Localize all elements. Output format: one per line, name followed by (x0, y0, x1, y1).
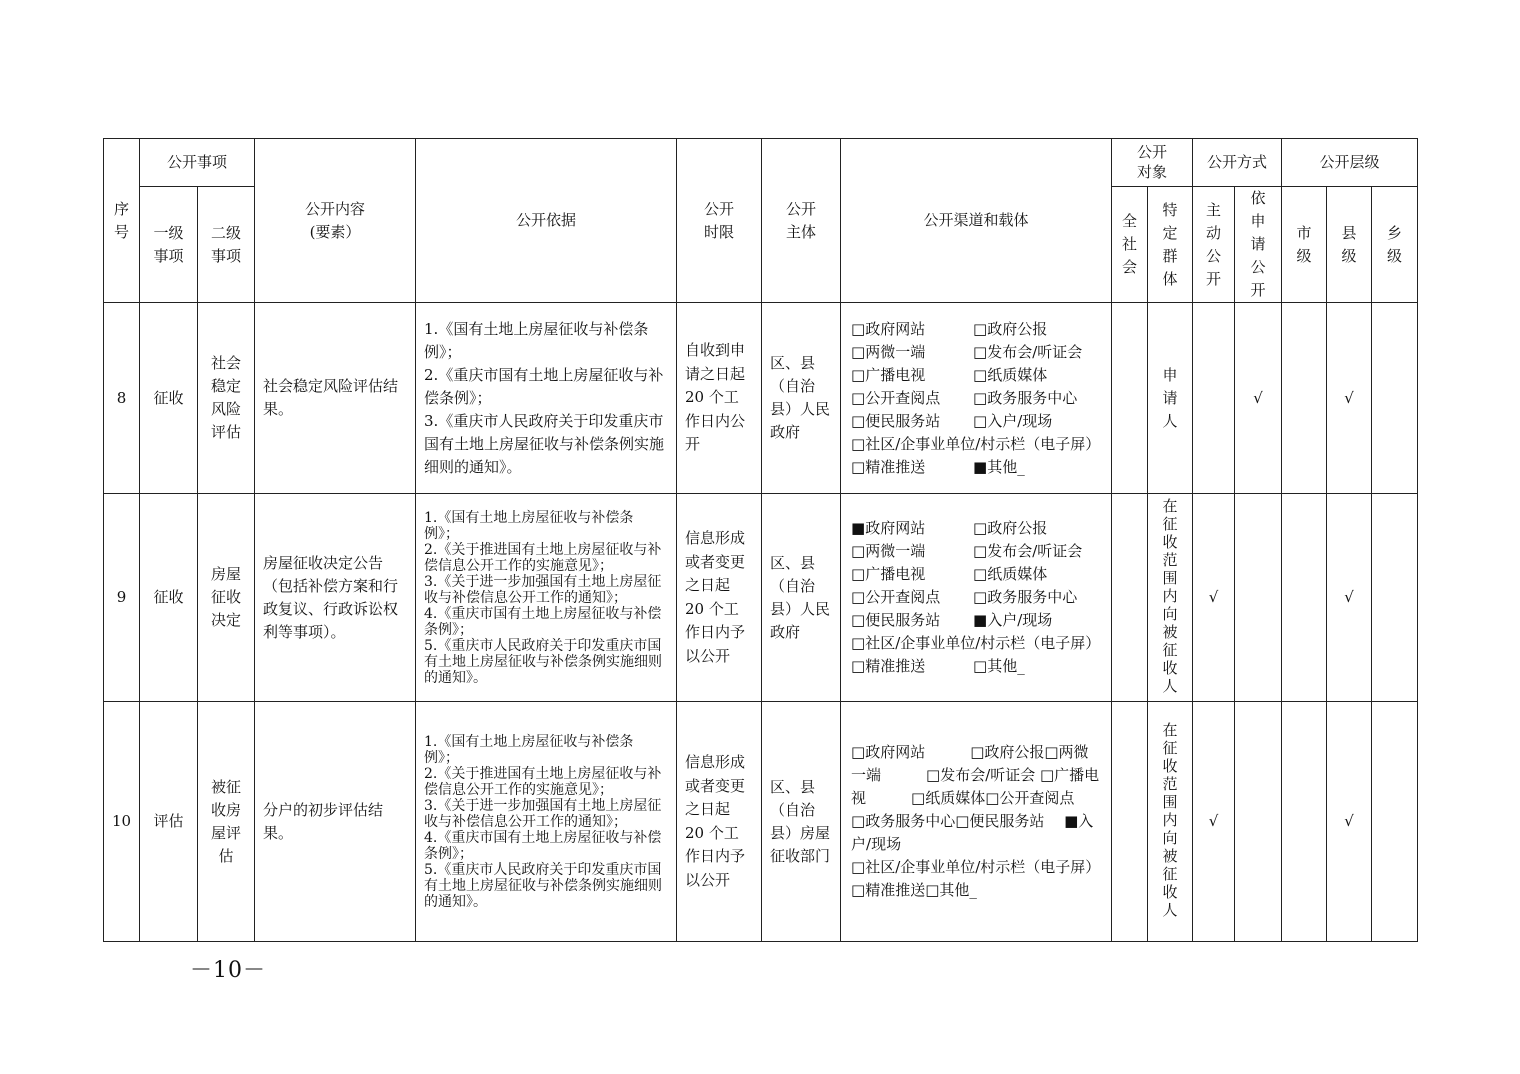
row-seq: 9 (104, 494, 140, 702)
row-channels: □政府网站 □政府公报□两微一端 □发布会/听证会 □广播电视 □纸质媒体□公开查阅点 □政务服务中心□便民服务站 ■入户/现场 □社区/企事业单位/村示栏（电子屏）□精准推送□其他_ (841, 702, 1112, 942)
row-content: 社会稳定风险评估结果。 (255, 303, 416, 494)
row-method-active: √ (1193, 702, 1235, 942)
row-target-all (1112, 494, 1148, 702)
row-target-all (1112, 303, 1148, 494)
row-target-specific: 申请人 (1148, 303, 1193, 494)
row-content: 房屋征收决定公告（包括补偿方案和行政复议、行政诉讼权利等事项）。 (255, 494, 416, 702)
page-number: －10－ (190, 958, 266, 983)
row-basis: 1.《国有土地上房屋征收与补偿条例》； 2.《关于推进国有土地上房屋征收与补偿信息公开工作的实施意见》； 3.《关于进一步加强国有土地上房屋征收与补偿信息公开工作的通知》； 4.《重庆市国有土地上房屋征收与补偿条例》； 5.《重庆市人民政府关于印发重庆市国有土地上房屋征收与补偿条例实施细则的通知》。 (416, 702, 677, 942)
row-level-county: √ (1327, 303, 1372, 494)
row-level-county: √ (1327, 702, 1372, 942)
row-level-city (1282, 702, 1327, 942)
row-time: 自收到申请之日起 20 个工作日内公开 (677, 303, 762, 494)
row-target-all (1112, 702, 1148, 942)
row-level-city (1282, 303, 1327, 494)
row-level-town (1372, 702, 1418, 942)
table-row (104, 702, 1418, 942)
row-method-active (1193, 303, 1235, 494)
row-channels: □政府网站 □政府公报 □两微一端 □发布会/听证会 □广播电视 □纸质媒体 □公开查阅点 □政务服务中心 □便民服务站 □入户/现场 □社区/企事业单位/村示栏（电子屏） □精准推送 ■其他_ (841, 303, 1112, 494)
row-method-apply: √ (1235, 303, 1282, 494)
row-seq: 10 (104, 702, 140, 942)
row-level2: 房屋征收决定 (198, 494, 255, 702)
row-level-town (1372, 303, 1418, 494)
table-row (104, 303, 1418, 494)
header-method-active: 主动公开 (1193, 187, 1235, 303)
row-method-apply (1235, 494, 1282, 702)
header-level-town: 乡级 (1372, 187, 1418, 303)
header-level-city: 市级 (1282, 187, 1327, 303)
header-level-group: 公开层级 (1282, 139, 1418, 187)
row-time: 信息形成或者变更之日起 20 个工作日内予以公开 (677, 702, 762, 942)
row-subject: 区、县（自治县）人民政府 (762, 303, 841, 494)
row-subject: 区、县（自治县）房屋征收部门 (762, 702, 841, 942)
row-level1: 征收 (140, 494, 198, 702)
row-level-county: √ (1327, 494, 1372, 702)
row-level2: 被征收房屋评估 (198, 702, 255, 942)
row-seq: 8 (104, 303, 140, 494)
header-level1: 一级事项 (140, 187, 198, 303)
header-basis: 公开依据 (416, 139, 677, 303)
table-row (104, 494, 1418, 702)
header-method-apply: 依申请公开 (1235, 187, 1282, 303)
header-channels: 公开渠道和载体 (841, 139, 1112, 303)
row-basis: 1.《国有土地上房屋征收与补偿条例》； 2.《关于推进国有土地上房屋征收与补偿信息公开工作的实施意见》； 3.《关于进一步加强国有土地上房屋征收与补偿信息公开工作的通知》； 4.《重庆市国有土地上房屋征收与补偿条例》； 5.《重庆市人民政府关于印发重庆市国有土地上房屋征收与补偿条例实施细则的通知》。 (416, 494, 677, 702)
header-subject: 公开主体 (762, 139, 841, 303)
row-target-specific: 在征收范围内向被征收人 (1148, 702, 1193, 942)
header-target-specific: 特定群体 (1148, 187, 1193, 303)
header-content: 公开内容 (要素） (255, 139, 416, 303)
header-target-group: 公开对象 (1112, 139, 1193, 187)
header-seq: 序号 (104, 139, 140, 303)
row-method-active: √ (1193, 494, 1235, 702)
row-content: 分户的初步评估结果。 (255, 702, 416, 942)
header-method-group: 公开方式 (1193, 139, 1282, 187)
row-channels: ■政府网站 □政府公报 □两微一端 □发布会/听证会 □广播电视 □纸质媒体 □公开查阅点 □政务服务中心 □便民服务站 ■入户/现场 □社区/企事业单位/村示栏（电子屏） □精准推送 □其他_ (841, 494, 1112, 702)
row-level1: 评估 (140, 702, 198, 942)
row-method-apply (1235, 702, 1282, 942)
row-target-specific: 在征收范围内向被征收人 (1148, 494, 1193, 702)
row-time: 信息形成或者变更之日起 20 个工作日内予以公开 (677, 494, 762, 702)
disclosure-table (103, 138, 1418, 942)
row-level1: 征收 (140, 303, 198, 494)
header-item-group: 公开事项 (140, 139, 255, 187)
row-level-city (1282, 494, 1327, 702)
row-level-town (1372, 494, 1418, 702)
row-basis: 1.《国有土地上房屋征收与补偿条例》； 2.《重庆市国有土地上房屋征收与补偿条例》； 3.《重庆市人民政府关于印发重庆市国有土地上房屋征收与补偿条例实施细则的通知》。 (416, 303, 677, 494)
header-level2: 二级事项 (198, 187, 255, 303)
header-target-all: 全社会 (1112, 187, 1148, 303)
header-time: 公开时限 (677, 139, 762, 303)
header-level-county: 县级 (1327, 187, 1372, 303)
row-level2: 社会稳定风险评估 (198, 303, 255, 494)
row-subject: 区、县（自治县）人民政府 (762, 494, 841, 702)
